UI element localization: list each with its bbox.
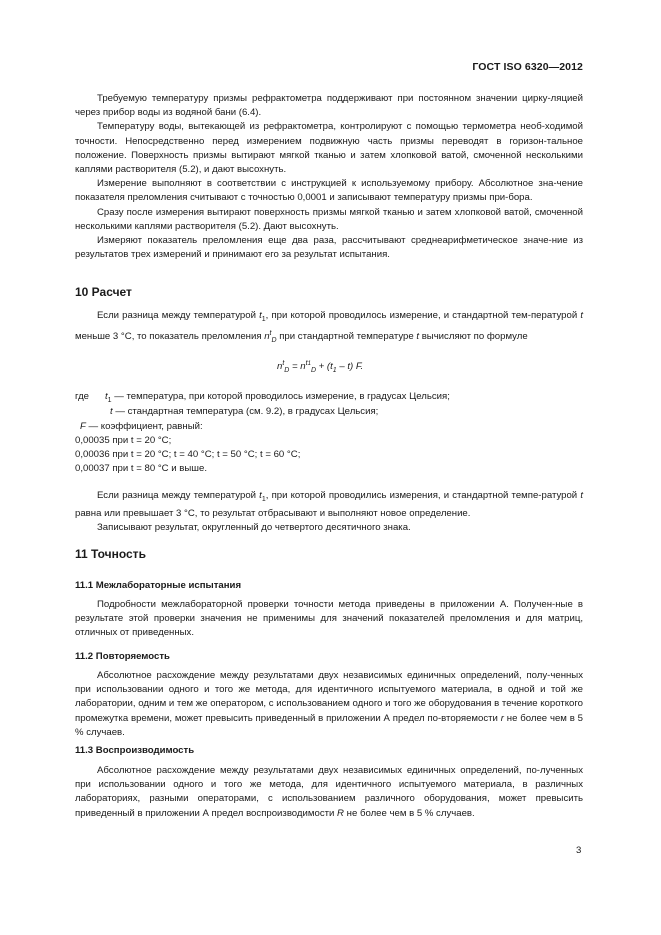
- subsection-11-1-title: 11.1 Межлабораторные испытания: [75, 580, 242, 591]
- definition-t1: $t_1$ — температура, при которой проводилось измерение, в градусах Цельсия;: [105, 391, 450, 404]
- definition-F: F — коэффициент, равный:: [80, 421, 203, 432]
- definition-t: t — стандартная температура (см. 9.2), в градусах Цельсия;: [110, 406, 379, 417]
- formula: $n^t_D = n^{t1}_D + (t_1 - t)$ F.: [277, 360, 364, 375]
- section-10-paragraph: Если разница между температурой $t_1$, при которой проводилось измерение, и стандартной тем-пературой t меньше 3 °С, то показатель преломления $n^t_D$ при стандартной температуре t вычисляют по формуле: [75, 310, 583, 345]
- where-label: где: [75, 391, 90, 402]
- intro-block: [75, 92, 583, 262]
- paragraph: Температуру воды, вытекающей из рефрактометра, контролируют с помощью термометра необ-ходимой точности. Непосредственно перед измерением подвижную часть призмы переводят в горизон-тальное положение. Поверхность призмы вытирают мягкой тканью и затем хлопковой ватой, смоченной несколькими каплями растворителя (5.2), и дают высохнуть.: [75, 121, 583, 176]
- coefficient-line: 0,00036 при t = 20 °С; t = 40 °С; t = 50 °С; t = 60 °С;: [75, 449, 301, 460]
- paragraph: Требуемую температуру призмы рефрактометра поддерживают при постоянном значении цирку-ляцией через прибор воды из водяной бани (6.4).: [75, 93, 583, 119]
- subsection-11-1-text: Подробности межлабораторной проверки точности метода приведены в приложении А. Получен-ные в результате этой проверки значения не применимы для значений показателей преломления и для матриц, отличных от приведенных.: [75, 599, 583, 639]
- paragraph: Измеряют показатель преломления еще два раза, рассчитывают среднеарифметическое значе-ние из результатов трех измерений и принимают его за результат испытания.: [75, 235, 583, 261]
- coefficient-line: 0,00037 при t = 80 °С и выше.: [75, 463, 207, 474]
- subsection-11-2-title: 11.2 Повторяемость: [75, 651, 170, 662]
- section-11-title: 11 Точность: [75, 547, 146, 561]
- paragraph: Сразу после измерения вытирают поверхность призмы мягкой тканью и затем хлопковой ватой, смоченной несколькими каплями растворителя (5.2). Дают высохнуть.: [75, 206, 583, 232]
- coefficient-line: 0,00035 при t = 20 °С;: [75, 435, 172, 446]
- page-number: 3: [576, 845, 582, 856]
- section-10-title: 10 Расчет: [75, 285, 132, 299]
- subsection-11-2-text: Абсолютное расхождение между результатами двух независимых единичных определений, полу-ченных при использовании одного и того же метода, для идентичного испытуемого материала, в одной и той же лаборатории, одним и тем же оператором, с использованием одного и того же оборудования в течение короткого промежутка времени, может превысить приведенный в приложении А предел по-вторяемости r не более чем в 5 % случаев.: [75, 670, 583, 738]
- document-header: ГОСТ ISO 6320—2012: [472, 61, 583, 73]
- paragraph: Измерение выполняют в соответствии с инструкцией к используемому прибору. Абсолютное зна-чение показателя преломления считывают с точностью 0,0001 и записывают температуру призмы при-бора.: [75, 178, 583, 204]
- subsection-11-3-text: Абсолютное расхождение между результатами двух независимых единичных определений, по-лученных при использовании одного и того же метода, для идентичного испытуемого материала, в различных лабораториях, разными операторами, с использованием различного оборудования, может превысить приведенный в приложении А предел воспроизводимости R не более чем в 5 % случаев.: [75, 765, 583, 819]
- subsection-11-3-title: 11.3 Воспроизводимость: [75, 745, 195, 756]
- section-10-closing: Если разница между температурой $t_1$, при которой проводились измерения, и стандартной темпе-ратурой t равна или превышает 3 °С, то результат отбрасывают и выполняют новое определение. Записывают результат, округленный до четвертого десятичного знака.: [75, 490, 583, 534]
